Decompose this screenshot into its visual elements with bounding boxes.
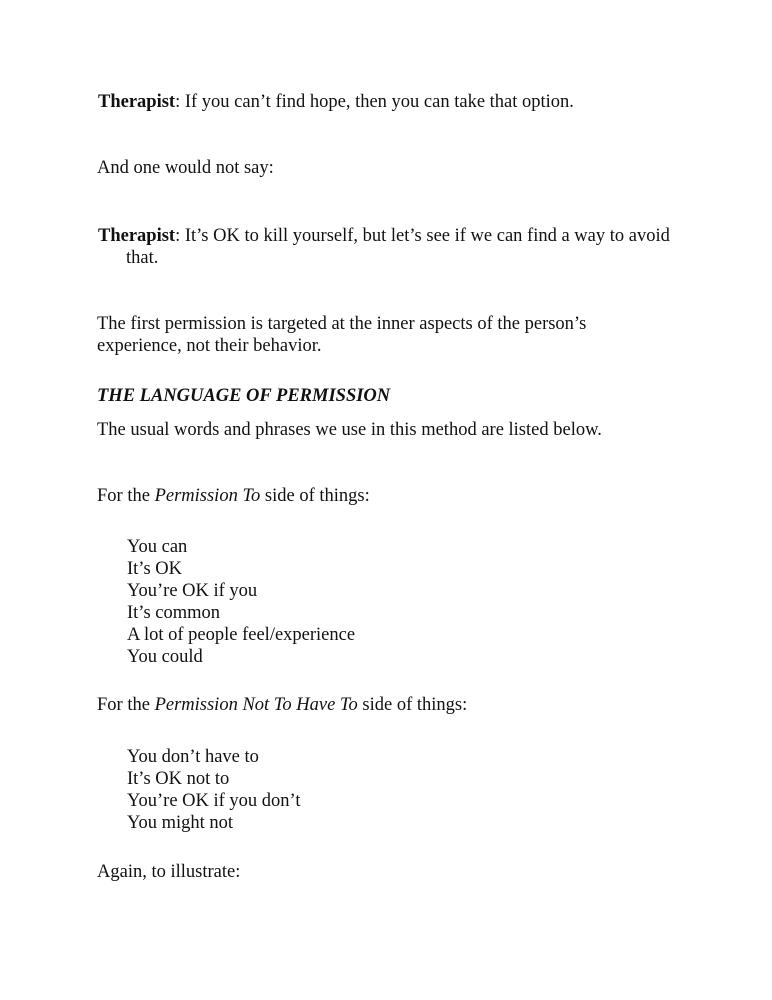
intro-text-after: side of things: (260, 486, 370, 506)
list-item: It’s OK (127, 559, 182, 579)
list-item: It’s common (127, 603, 221, 623)
paragraph-usual-words: The usual words and phrases we use in this method are listed below. (97, 420, 602, 440)
intro-emphasis: Permission Not To Have To (154, 695, 358, 715)
intro-emphasis: Permission To (154, 486, 261, 506)
dialogue-therapist-ok (98, 225, 686, 269)
list-item: You’re OK if you don’t (127, 791, 301, 811)
permission-not-to-list (127, 746, 301, 834)
intro-text-before: For the (97, 486, 155, 506)
list-item: You can (127, 537, 188, 557)
list-item: You could (127, 647, 203, 667)
list-item: You’re OK if you (127, 581, 258, 601)
paragraph-would-not-say: And one would not say: (97, 158, 274, 178)
speaker-label: Therapist (98, 92, 176, 112)
paragraph-first-permission: The first permission is targeted at the inner aspects of the person’s experience, not their behavior. (97, 314, 587, 356)
intro-text-before: For the (97, 695, 155, 715)
intro-text-after: side of things: (357, 695, 468, 715)
list-item: You don’t have to (127, 747, 259, 767)
permission-not-to-intro (97, 694, 467, 716)
list-item: A lot of people feel/experience (127, 625, 356, 645)
dialogue-text: : It’s OK to kill yourself, but let’s see if we can find a way to avoid that. (126, 226, 670, 268)
list-item: You might not (127, 813, 234, 833)
section-heading: THE LANGUAGE OF PERMISSION (97, 386, 391, 406)
permission-to-list (127, 536, 355, 668)
permission-to-intro (97, 485, 370, 507)
list-item: It’s OK not to (127, 769, 230, 789)
paragraph-again-illustrate: Again, to illustrate: (97, 862, 241, 882)
speaker-label: Therapist (98, 226, 176, 246)
dialogue-therapist-hope (98, 91, 686, 113)
dialogue-text: : If you can’t find hope, then you can take that option. (175, 92, 574, 112)
